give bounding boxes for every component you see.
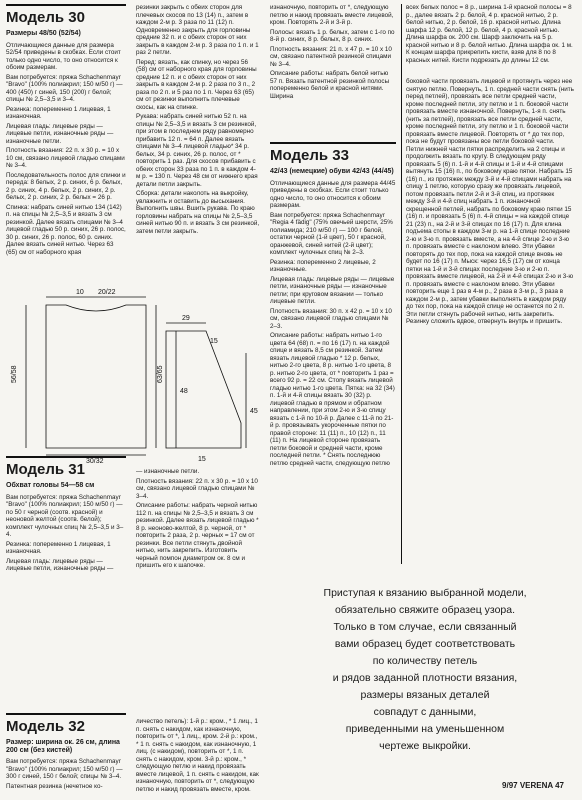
col2-d: Сборка: детали наколоть на выкройку, увлажнить и оставить до высыхания. Выполнить швы. Вшить рукава. По краю горловины набрать на спицы № 2,5–3,5 синей нитью 90 п. и вязать 3 см резинкой, затем петли закрыть.	[136, 190, 260, 235]
col2-f: Плотность вязания: 22 п. х 30 р. = 10 х 10 см, связано лицевой гладью спицами № 3–4.	[136, 477, 258, 500]
model-31-gladj: Лицевая гладь: лицевые ряды — лицевые петли, изнаночные ряды —	[6, 557, 114, 572]
model-30-rib: Резинка: попеременно 1 лицевая, 1 изнаночная.	[6, 105, 111, 120]
col2-g: Описание работы: набрать черной нитью 112 п. на спицы № 2,5–3,5 и вязать 3 см резинкой. Далее вязать лицевой гладью * 8 р. неоново-желтой, 8 р. черной, от * повторить 2 раза, 2 р. черных = 17 см от резинки. Все петли стянуть двойной нитью, нить закрепить. Изготовить черный помпон диаметром ок. 8 см и пришить его к шапочке.	[136, 502, 259, 569]
col2-e: — изнаночные петли.	[136, 468, 200, 475]
diagram-sleeve-top: 29	[182, 315, 190, 322]
model-30-sequence: Последовательность полос для спинки и переда: 8 белых, 2 р. синих, 6 р. белых, 2 р. синих, 4 р. белых, 2 р. синих, 2 р. белых, 2 р. синих, 2 р. белых = 26 р.	[6, 171, 126, 201]
model-31-sizes: Обхват головы 54—58 см	[6, 482, 95, 489]
diagram-neck: 20/22	[98, 289, 116, 296]
diagram-bottom-width: 30/32	[86, 458, 104, 465]
model-32-block	[6, 713, 126, 792]
column-2-top	[136, 4, 260, 237]
model-33-needs: Вам потребуется: пряжа Schachenmayr "Regia 4 fädig" (75% овечьей шерсти, 25% полиамида; 210 м/50 г) — 100 г белой, остатки черной (1-й цвет), 50 г красной, оранжевой, синей нитей (2-й цвет); комплект чулочных спиц № 2–3.	[270, 211, 393, 256]
diagram-sleeve-bottom: 15	[198, 456, 206, 463]
col2-h: личество петель): 1-й р.: кром., * 1 лиц., 1 п. снять с накидом, как изнаночную, повторить от *, 1 лиц., кром. 2-й р.: кром., * 1 п. снять с накидом, как изнаночную, 1 лиц. (с накидом), повторить от *, 1 п. снять с накидом, кром. 3-й р.: кром., * следующую петлю и накид провязать вместе лицевой, 1 п. снять с накидом, как изнаночную, повторить от *, следующую петлю и накид провязать вместе, кром.	[136, 718, 259, 793]
model-31-needs: Вам потребуется: пряжа Schachenmayr "Bravo" (100% полиакрил; 150 м/50 г) — по 50 г черной (соотв. красной) и неоновой желтой (соотв. белой); комплект чулочных спиц № 2,5–3,5 и 3–4.	[6, 493, 124, 538]
model-32-needs: Вам потребуется: пряжа Schachenmayr "Bravo" (100% полиакрил; 150 м/50 г) — 300 г синей, 150 г белой; спицы № 3–4.	[6, 758, 123, 780]
model-33-sizes: 42/43 (немецкие) обуви 42/43 (44/45)	[270, 168, 394, 175]
model-32-sizes: Размер: ширина ок. 26 см, длина 200 см (без кистей)	[6, 739, 120, 754]
col3-b: Полосы: вязать 1 р. белых, затем с 1-го по 8-й р. синих, 8 р. белых, 8 р. синих.	[270, 28, 395, 43]
diagram-right-height: 63/65	[157, 365, 164, 383]
model-30-back: Спинка: набрать синей нитью 134 (142) п. на спицы № 2,5–3,5 и вязать 3 см резинкой. Далее вязать спицами № 3–4 лицевой гладью 50 р. синих, 26 р. полос, 30 р. синих, 26 р. полос, 60 р. синих. Далее вязать синей нитью. Через 63 (65) см от наборного края	[6, 203, 126, 256]
model-32-title: Модель 32	[6, 718, 85, 735]
col2-a: резинки закрыть с обеих сторон для плечевых скосов по 13 (14) п., затем в каждом 2-м р. 3 раза по 11 (12) п. Одновременно закрыть для горловины средние 32 п. и с обеих сторон от них закрыть в каждом 2-м р. 3 раза по 1 п. и 1 раз 2 петли.	[136, 4, 259, 56]
diagram-left-height: 56/58	[11, 365, 18, 383]
model-30-gladj: Лицевая гладь: лицевые ряды — лицевые петли, изнаночные ряды — изнаночные петли.	[6, 122, 114, 145]
col4-a: всех белых полос = 8 р., ширина 1-й красной полосы = 8 р., далее вязать 2 р. белой, 4 р. красной нитью, 2 р. белой нитью, 2 р. белой, 16 р. красной нитью. Длина шарфа 12 р. белой, 12 р. белой, 4 р. красной нитью. Длина шарфа ок. 200 см. Шарф заключить на 5 р. красной нитью и 8 р. белой нитью. Длина шарфа ок. 1 м. К концам шарфа прикрепить кисти, взяв для 8 по 8 красных нитей. Кисти подрезать до длины 12 см.	[406, 4, 573, 64]
column-2-mid	[136, 468, 260, 572]
col3-a: изнаночную, повторить от *, следующую петлю и накид провязать вместе лицевой, кром. Повторять 2-й и 3-й р.	[270, 4, 394, 26]
col4-b: боковой части провязать лицевой и протянуть через нее снятую петлю. Повернуть, 1 п. средней части снять (нить перед петлей), провязать все петли средней части, кроме последней петли, эту петлю и 1 п. боковой части провязать вместе изнаночной. Повернуть, 1-я п. снять (нить за петлей), провязать все петли средней части, кроме последней петли, эту петлю и 1 п. боковой части провязать вместе лицевой. Повторять от * до тех пор, пока не будут провязаны все петли боковой части. Петли нижней части пятки распределить на 2 спицы и продолжить вязать по кругу. В следующем ряду провязать 5 (6) п. 1-й и 4-й спицы и 1-й и 4-й спицами вытянуть 15 (16) п., по боковому краю пятки. Набрать 15 (16) п., из протяжек между 3-й и 4-й спицами набрать на спицу 1 петлю, которую сразу же провязать лицевой, потом провязать петли 2-й и 3-й спиц, из протяжек между 3-й и 4-й спиц набрать 1 п. изнаночной скрещенной петлей, набрать по боковому краю пятки 15 (16) п. и провязать 5 (6) п. 4-й спицы = на каждой спице 21 (23) п., на 2-й и 3-й спицах по 16 (17) п. Для клина подъема стопы в каждом 3-м р. на 1-й спице последние 2-ю и 3-ю п. провязать вместе, а на 4-й спице 2-ю и 3-ю п. провязать вместе с наклоном влево. Эти убавки повторять до тех пор, пока на каждой спице вновь не будет по 16 (17) п. Мыск: через 16,5 (17) см от конца пятки на 1-й и 3-й спицах последние 3-ю и 2-ю п. провязать вместе лицевой, на 2-й и 4-й спицах 2-ю и 3-ю п. провязать вместе с наклоном влево. Эти убавки повторить еще 1 раз в 4-м р., 2 раза в 3-м р., 3 раза в каждом 2-м р., затем убавки выполнять в каждом ряду до тех пор, пока на каждой спице не останется по 2 п. Эти петли стянуть рабочей нитью, нить закрепить. Резинку сложить вдвое, отвернуть внутрь и пришить.	[406, 78, 574, 325]
note-line-5: по количеству петель	[372, 655, 478, 667]
column-3-top	[270, 4, 396, 102]
note-line-6: и рядов заданной плотности вязания,	[332, 672, 518, 684]
diagram-sleeve-height: 48	[180, 388, 188, 395]
note-line-4: вами образец будет соответствовать	[334, 638, 516, 650]
pattern-diagram	[6, 283, 256, 463]
model-31-rib: Резинка: попеременно 1 лицевая, 1 изнаночная.	[6, 540, 111, 555]
model-30-title: Модель 30	[6, 9, 85, 26]
model-33-density: Плотность вязания: 30 п. х 42 р. = 10 х 10 см, связано лицевой гладью спицами № 2–3.	[270, 307, 392, 330]
model-32-pattern: Патентная резинка (нечетное ко-	[6, 782, 103, 790]
diagram-sleeve-mid: 15	[210, 338, 218, 345]
col2-c: Рукава: набрать синей нитью 52 п. на спицы № 2,5–3,5 и вязать 3 см резинкой, при этом в последнем ряду равномерно прибавить 12 п. = 64 п. Далее вязать спицами № 3–4 лицевой гладью* 34 р. белых, 34 р. синих, 26 р. полос, от * повторить 1 раз. Для скосов прибавить с обеих сторон 33 раза по 1 п. в каждом 4-м р. = 130 п. Через 48 см от нижнего края детали петли закрыть.	[136, 113, 258, 188]
swatch-note	[280, 585, 570, 755]
column-4	[406, 4, 574, 328]
model-33-work: Описание работы: набрать нитью 1-го цвета 64 (68) п. = по 16 (17) п. на каждой спице и вязать 8,5 см резинкой. Затем вязать лицевой гладью * 12 р. белых, нитью 2-го цвета, 8 р. нитью 1-го цвета, 8 р. нитью 2-го цвета, от * повторить 1 раз = всего 92 р. = 22 см. Стопу вязать лицевой гладью нитью 1-го цвета. Пятка: на 32 (34) п. 1-й и 4-й спицы вязать 30 (32) р. лицевой гладью в прямом и обратном направлении, при этом 2-ю и 3-ю спицу вязать с 1-й по 10-й р. Далее с 11-й по 21-й р. провязывать укороченные пятки по правой стороне: 11 (11) п., 10 (12) п., 11 (11) п. На лицевой стороне провязать петли боковой и средней части, кроме последней петли. * Снять последнюю петлю средней части, следующую петлю	[270, 332, 395, 467]
col3-c: Плотность вязания: 21 п. х 47 р. = 10 х 10 см, связано патентной резинкой спицами № 3–4.	[270, 45, 392, 68]
diagram-top-left: 10	[76, 289, 84, 296]
model-30-intro: Отличающиеся данные для размера 52/54 приведены в скобках. Если стоит только одно число, то оно относится к обоим размерам.	[6, 41, 121, 71]
model-33-rib: Резинка: попеременно 2 лицевые, 2 изнаночные.	[270, 258, 376, 273]
model-31-block	[6, 456, 126, 575]
diagram-sleeve-total: 45	[250, 408, 258, 415]
column-divider	[401, 4, 402, 564]
note-line-9: приведенными на уменьшенном	[345, 723, 505, 735]
note-line-3: Только в том случае, если связанный	[333, 621, 517, 633]
note-line-2: обязательно свяжите образец узора.	[334, 604, 516, 616]
page-footer: 9/97 VERENA 47	[502, 781, 564, 790]
model-30-sizes: Размеры 48/50 (52/54)	[6, 30, 81, 37]
note-line-1: Приступая к вязанию выбранной модели,	[323, 587, 527, 599]
column-2-bottom	[136, 718, 260, 795]
note-line-7: размеры вязаных деталей	[360, 689, 490, 701]
model-30-needs: Вам потребуется: пряжа Schachenmayr "Bravo" (100% полиакрил; 150 м/50 г) — 400 (450) г синей, 150 (200) г белой; спицы № 2,5–3,5 и 3–4.	[6, 73, 123, 103]
model-33-block	[270, 142, 396, 469]
note-line-8: совпадут с данными,	[373, 706, 477, 718]
column-1	[6, 4, 126, 258]
note-line-10: чертеже выкройки.	[379, 740, 471, 752]
model-33-intro: Отличающиеся данные для размера 44/45 приведены в скобках. Если стоит только одно число, то оно относится к обоим размерам.	[270, 179, 396, 209]
model-33-gladj: Лицевая гладь: лицевые ряды — лицевые петли, изнаночные ряды — изнаночные петли; при круговом вязании — только лицевые петли.	[270, 275, 395, 305]
col3-d: Описание работы: набрать белой нитью 57 п. Вязать патентной резинкой полосы попеременно белой и красной нитями. Ширина	[270, 70, 390, 100]
model-33-title: Модель 33	[270, 147, 349, 164]
model-31-title: Модель 31	[6, 461, 85, 478]
col2-b: Перед: вязать, как спинку, но через 56 (58) см от наборного края для горловины средние 12 п. и с обеих сторон от них закрыть в каждом 2-м р. 2 раза по 3 п., 2 раза по 2 п. и 5 раз по 1 п. Через 63 (65) см от резинки выполнить плечевые скосы, как на спинке.	[136, 58, 257, 111]
model-30-density: Плотность вязания: 22 п. х 30 р. = 10 х 10 см, связано лицевой гладью спицами № 3–4.	[6, 147, 125, 169]
